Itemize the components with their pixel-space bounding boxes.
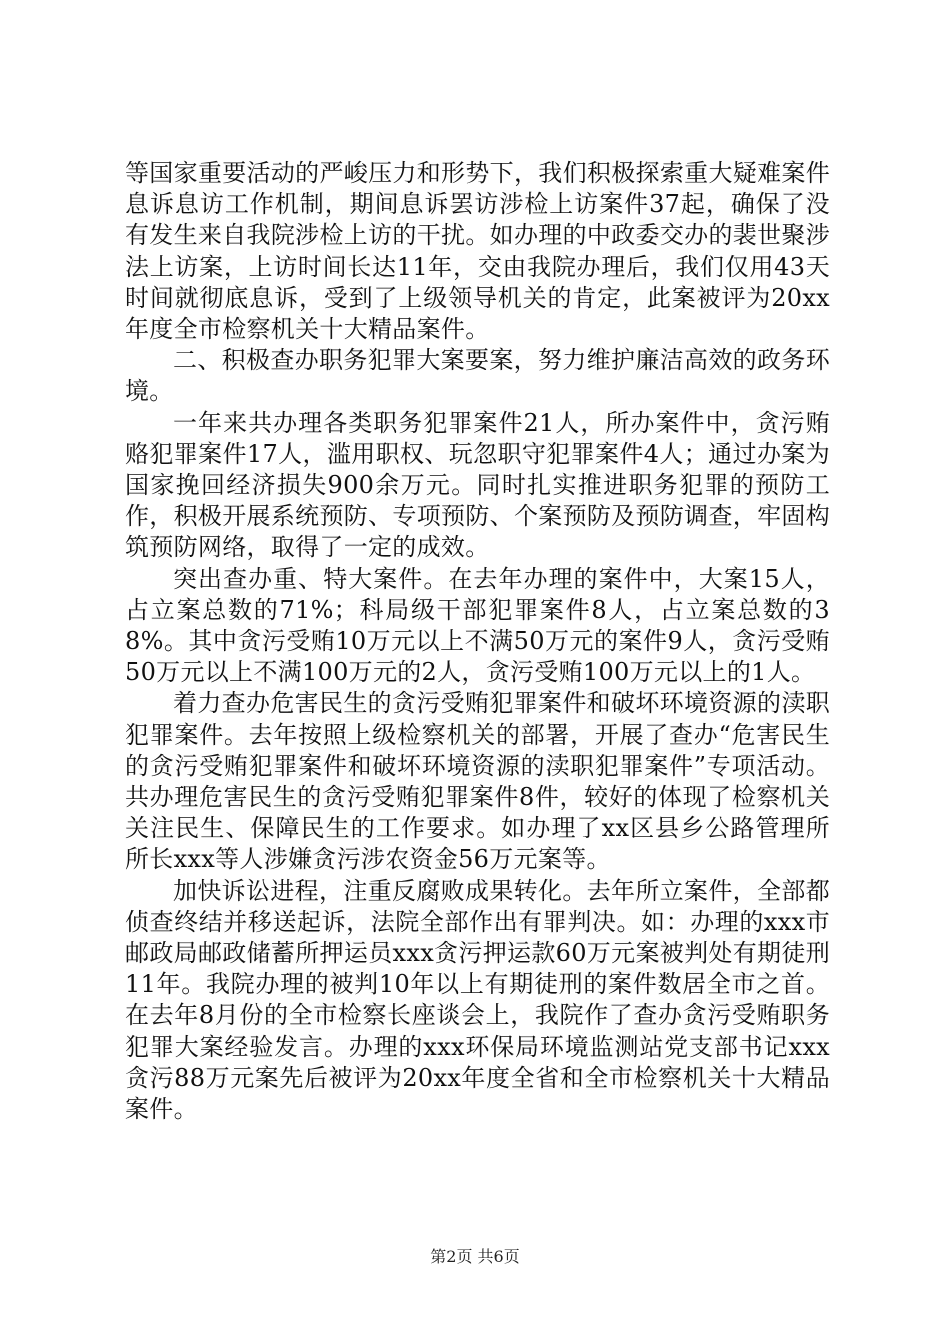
paragraph-continuation: 等国家重要活动的严峻压力和形势下，我们积极探索重大疑难案件息诉息访工作机制，期间息诉罢访涉检上访案件37起，确保了没有发生来自我院涉检上访的干扰。如办理的中政委交办的裴世聚涉法上访案，上访时间长达11年，交由我院办理后，我们仅用43天时间就彻底息诉，受到了上级领导机关的肯定，此案被评为20xx年度全市检察机关十大精品案件。 bbox=[125, 159, 830, 344]
document-body bbox=[125, 158, 830, 1125]
paragraph-litigation-progress: 加快诉讼进程，注重反腐败成果转化。去年所立案件，全部都侦查终结并移送起诉，法院全部作出有罪判决。如：办理的xxx市邮政局邮政储蓄所押运员xxx贪污押运款60万元案被判处有期徒刑11年。我院办理的被判10年以上有期徒刑的案件数居全市之首。在去年8月份的全市检察长座谈会上，我院作了查办贪污受贿职务犯罪大案经验发言。办理的xxx环保局环境监测站党支部书记xxx贪污88万元案先后被评为20xx年度全省和全市检察机关十大精品案件。 bbox=[125, 876, 830, 1124]
paragraph-livelihood-cases: 着力查办危害民生的贪污受贿犯罪案件和破坏环境资源的渎职犯罪案件。去年按照上级检察机关的部署，开展了查办“危害民生的贪污受贿犯罪案件和破坏环境资源的渎职犯罪案件”专项活动。共办理危害民生的贪污受贿犯罪案件8件，较好的体现了检察机关关注民生、保障民生的工作要求。如办理了xx区县乡公路管理所所长xxx等人涉嫌贪污涉农资金56万元案等。 bbox=[125, 689, 830, 874]
paragraph-case-summary: 一年来共办理各类职务犯罪案件21人，所办案件中，贪污贿赂犯罪案件17人，滥用职权、玩忽职守犯罪案件4人；通过办案为国家挽回经济损失900余万元。同时扎实推进职务犯罪的预防工作，积极开展系统预防、专项预防、个案预防及预防调查，牢固构筑预防网络，取得了一定的成效。 bbox=[125, 408, 830, 562]
page-footer: 第2页 共6页 bbox=[430, 1247, 520, 1266]
section-heading: 二、积极查办职务犯罪大案要案，努力维护廉洁高效的政务环境。 bbox=[125, 346, 830, 406]
paragraph-major-cases: 突出查办重、特大案件。在去年办理的案件中，大案15人，占立案总数的71%；科局级干部犯罪案件8人，占立案总数的38%。其中贪污受贿10万元以上不满50万元的案件9人，贪污受贿50万元以上不满100万元的2人，贪污受贿100万元以上的1人。 bbox=[125, 564, 830, 687]
